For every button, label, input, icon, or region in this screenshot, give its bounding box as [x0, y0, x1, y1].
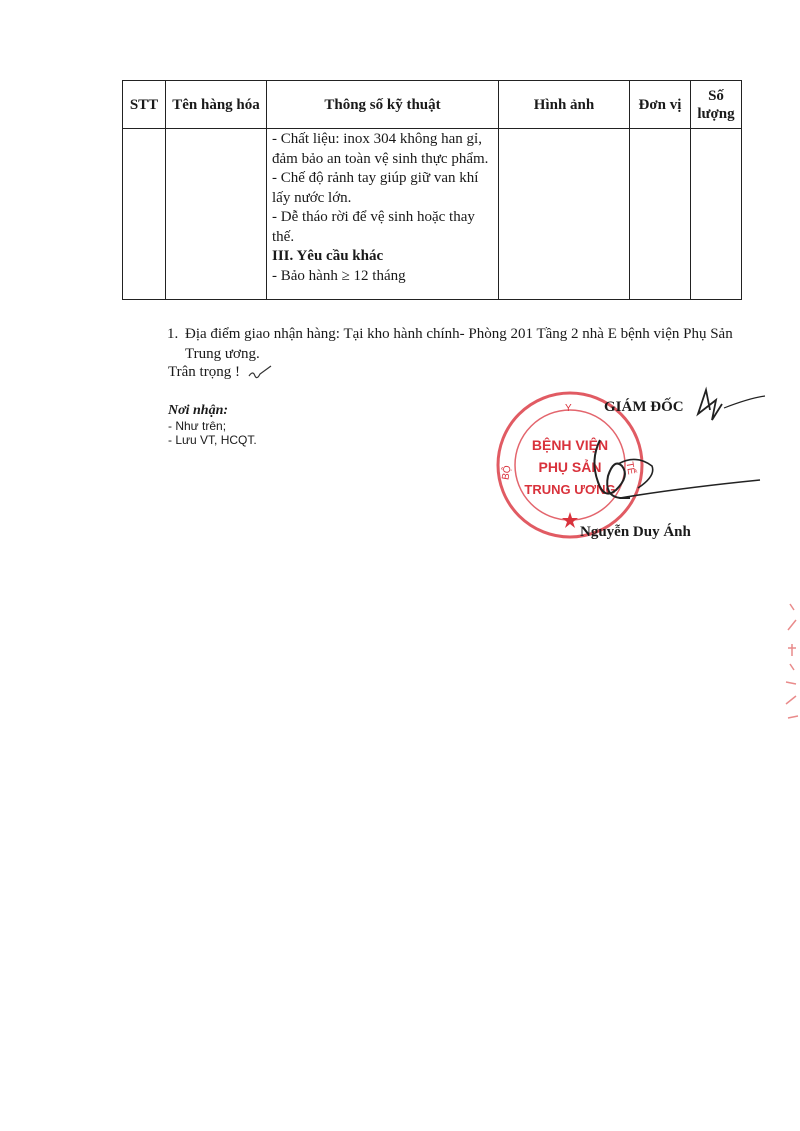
cell-quantity	[691, 129, 742, 300]
spec-line: - Chế độ rảnh tay giúp giữ van khí lấy nước lớn.	[272, 170, 479, 206]
header-quantity: Số lượng	[691, 81, 742, 129]
seal-line-1: BỆNH VIỆN	[531, 437, 609, 453]
spec-line: - Bảo hành ≥ 12 tháng	[272, 267, 406, 284]
seal-right-letters: TẾ	[623, 461, 637, 476]
spec-table	[122, 80, 742, 300]
page-edge-mark	[768, 600, 800, 720]
cell-specs	[267, 129, 499, 300]
spec-line: - Chất liệu: inox 304 không han gỉ, đảm bảo an toàn vệ sinh thực phẩm.	[272, 131, 489, 167]
cell-item-name	[166, 129, 267, 300]
seal-top-letter: Y	[565, 403, 572, 414]
header-unit: Đơn vị	[630, 81, 691, 129]
note-number: 1.	[167, 326, 179, 342]
signer-name: Nguyễn Duy Ánh	[580, 524, 691, 540]
recipients-block	[168, 403, 257, 447]
seal-left-letters: BỘ	[500, 464, 514, 481]
initial-mark-icon	[247, 364, 273, 382]
spec-line: - Dễ tháo rời để vệ sinh hoặc thay thế.	[272, 209, 475, 245]
table-header-row	[123, 81, 742, 129]
header-item-name: Tên hàng hóa	[166, 81, 267, 129]
recipient-line: - Lưu VT, HCQT.	[168, 433, 257, 447]
closing-text: Trân trọng !	[168, 364, 240, 380]
header-image: Hình ảnh	[499, 81, 630, 129]
seal-line-3: TRUNG ƯƠNG	[524, 482, 616, 497]
delivery-note	[167, 324, 745, 364]
header-stt: STT	[123, 81, 166, 129]
seal-line-2: PHỤ SẢN	[538, 459, 602, 475]
header-specs: Thông số kỹ thuật	[267, 81, 499, 129]
note-text: Địa điểm giao nhận hàng: Tại kho hành chính- Phòng 201 Tầng 2 nhà E bệnh viện Phụ Sản Trung ương.	[185, 326, 733, 362]
cell-stt	[123, 129, 166, 300]
cell-unit	[630, 129, 691, 300]
recipient-line: - Như trên;	[168, 419, 227, 433]
signer-title: GIÁM ĐỐC	[604, 399, 684, 415]
recipients-title: Nơi nhận:	[168, 403, 229, 418]
cell-image	[499, 129, 630, 300]
table-row	[123, 129, 742, 300]
handwritten-signature	[560, 380, 770, 530]
spec-section-heading: III. Yêu cầu khác	[272, 248, 384, 264]
